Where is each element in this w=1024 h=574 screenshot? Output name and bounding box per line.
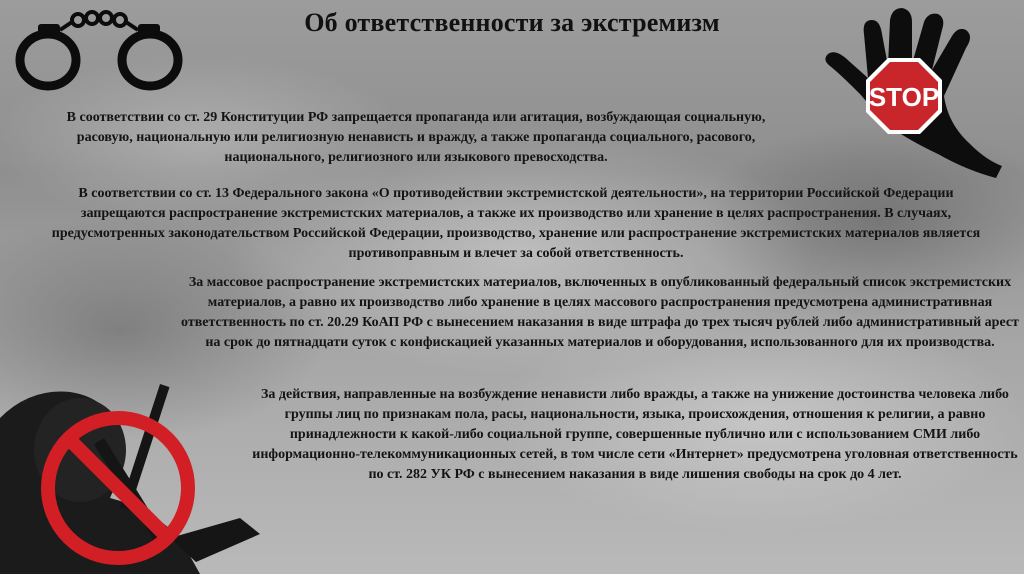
paragraph-administrative-liability: За массовое распространение экстремистских материалов, включенных в опубликованный федеральный список экстремистских материалов, а равно их производство либо хранение в целях массового распространения предусмотрена административная ответственность по ст. 20.29 КоАП РФ с вынесением наказания в виде штрафа до трех тысяч рублей либо административный арест на срок до пятнадцати суток с конфискацией указанных материалов и оборудования, использованного для их производства. xyxy=(181,275,1019,350)
paragraph-federal-law: В соответствии со ст. 13 Федерального закона «О противодействии экстремистской деятельности», на территории Российской Федерации запрещаются распространение экстремистских материалов, а также их производство или хранение в целях распространения. В случаях, предусмотренных законодательством Российской Федерации, производство, хранение или распространение экстремистских материалов является противоправным и влечет за собой ответственность. xyxy=(51,186,981,261)
stop-sign-text: STOP xyxy=(868,82,940,112)
page-title: Об ответственности за экстремизм xyxy=(304,8,720,37)
paragraph-constitution: В соответствии со ст. 29 Конституции РФ запрещается пропаганда или агитация, возбуждающая социальную, расовую, национальную или религиозную ненависть и вражду, а также пропаганда социального, расового, национального, религиозного или языкового превосходства. xyxy=(66,110,766,165)
paragraph-criminal-liability: За действия, направленные на возбуждение ненависти либо вражды, а также на унижение достоинства человека либо группы лиц по признакам пола, расы, национальности, языка, происхождения, отношения к религии, а равно принадлежности к какой-либо социальной группе, совершенные публично или с использованием СМИ либо информационно-телекоммуникационных сетей, в том числе сети «Интернет» предусмотрена уголовная ответственность по ст. 282 УК РФ с вынесением наказания в виде лишения свободы на срок до 4 лет. xyxy=(252,387,1018,482)
